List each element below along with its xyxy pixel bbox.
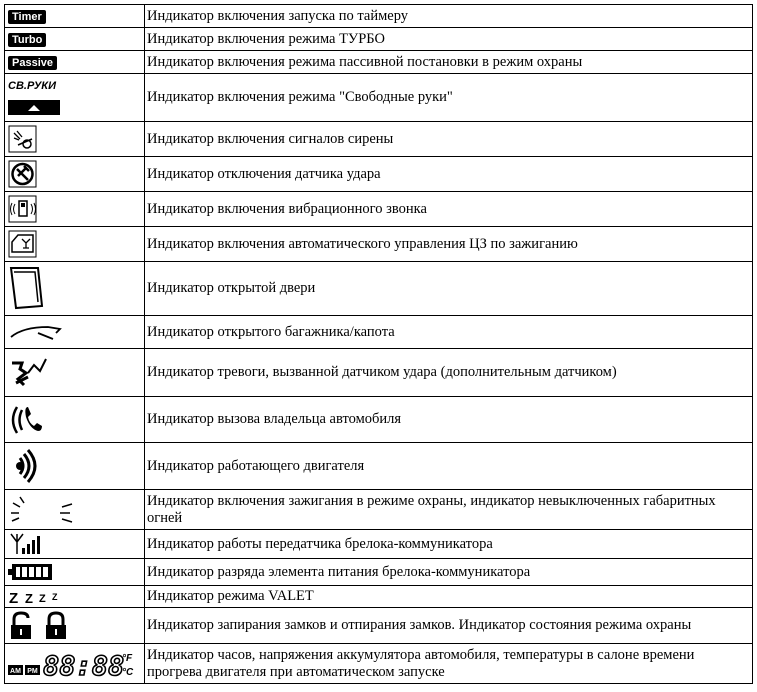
battery-icon — [8, 563, 54, 581]
celsius-label: °C — [122, 666, 134, 678]
up-arrow-icon — [8, 100, 60, 116]
hands-free-icon: СВ.РУКИ — [8, 79, 56, 92]
description-cell: Индикатор включения режима пассивной постановки в режим охраны — [145, 51, 753, 74]
description-cell: Индикатор включения зажигания в режиме охраны, индикатор невыключенных габаритных огней — [145, 490, 753, 530]
table-row — [5, 443, 753, 490]
am-label: AM — [10, 667, 21, 675]
table-row — [5, 28, 753, 51]
description-cell: Индикатор включения режима ТУРБО — [145, 28, 753, 51]
table-row — [5, 157, 753, 192]
table-row — [5, 608, 753, 644]
icon-cell — [5, 122, 145, 157]
svg-text:Z: Z — [25, 590, 33, 605]
icon-cell — [5, 530, 145, 559]
icon-cell — [5, 227, 145, 262]
icon-cell — [5, 644, 145, 684]
table-row — [5, 644, 753, 684]
ignition-lights-icon — [8, 493, 78, 527]
table-row — [5, 490, 753, 530]
description-cell: Индикатор открытой двери — [145, 262, 753, 316]
description-cell: Индикатор включения режима "Свободные руки" — [145, 74, 753, 122]
description-cell: Индикатор часов, напряжения аккумулятора автомобиля, температуры в салоне времени прогрева двигателя при автоматическом запуске — [145, 644, 753, 684]
transmitter-signal-icon — [8, 532, 44, 556]
table-row — [5, 530, 753, 559]
description-cell: Индикатор открытого багажника/капота — [145, 316, 753, 349]
icon-cell — [5, 559, 145, 586]
description-cell: Индикатор отключения датчика удара — [145, 157, 753, 192]
description-cell: Индикатор включения автоматического управления ЦЗ по зажиганию — [145, 227, 753, 262]
table-row — [5, 227, 753, 262]
table-row — [5, 316, 753, 349]
turbo-badge-icon: Turbo — [8, 33, 46, 47]
central-lock-auto-icon — [8, 230, 38, 258]
icon-cell — [5, 349, 145, 397]
icon-cell — [5, 262, 145, 316]
table-row — [5, 192, 753, 227]
clock-digits: 88:88 — [43, 650, 125, 680]
table-row — [5, 349, 753, 397]
pm-label: PM — [27, 667, 38, 675]
icon-cell — [5, 28, 145, 51]
description-cell: Индикатор тревоги, вызванной датчиком удара (дополнительным датчиком) — [145, 349, 753, 397]
passive-badge-icon: Passive — [8, 56, 57, 70]
table-row — [5, 397, 753, 443]
table-row — [5, 5, 753, 28]
description-cell: Индикатор включения сигналов сирены — [145, 122, 753, 157]
door-open-icon — [8, 266, 48, 312]
lock-unlock-icon — [8, 611, 72, 641]
table-row — [5, 559, 753, 586]
valet-zzz-icon — [8, 589, 64, 605]
icon-cell — [5, 157, 145, 192]
icon-cell — [5, 490, 145, 530]
table-row — [5, 262, 753, 316]
table-row — [5, 74, 753, 122]
description-cell: Индикатор включения вибрационного звонка — [145, 192, 753, 227]
icon-cell — [5, 192, 145, 227]
svg-text:Z: Z — [9, 589, 19, 605]
timer-badge-icon: Timer — [8, 10, 46, 24]
vibration-icon — [8, 195, 38, 223]
icon-cell — [5, 608, 145, 644]
description-cell: Индикатор вызова владельца автомобиля — [145, 397, 753, 443]
description-cell: Индикатор режима VALET — [145, 586, 753, 608]
table-row — [5, 51, 753, 74]
icon-cell — [5, 443, 145, 490]
description-cell: Индикатор включения запуска по таймеру — [145, 5, 753, 28]
shock-sensor-off-icon — [8, 160, 38, 188]
icon-cell — [5, 586, 145, 608]
table-row — [5, 122, 753, 157]
icon-cell — [5, 316, 145, 349]
trunk-hood-open-icon — [8, 321, 68, 343]
indicator-table — [4, 4, 753, 684]
icon-cell — [5, 397, 145, 443]
fahrenheit-label: °F — [122, 652, 133, 664]
table-row — [5, 586, 753, 608]
svg-text:Z: Z — [52, 591, 58, 602]
shock-alarm-icon — [8, 353, 64, 393]
description-cell: Индикатор запирания замков и отпирания замков. Индикатор состояния режима охраны — [145, 608, 753, 644]
siren-icon — [8, 125, 38, 153]
engine-running-icon — [8, 446, 48, 486]
svg-text:Z: Z — [39, 592, 46, 605]
icon-cell — [5, 74, 145, 122]
description-cell: Индикатор работающего двигателя — [145, 443, 753, 490]
description-cell: Индикатор работы передатчика брелока-коммуникатора — [145, 530, 753, 559]
owner-call-icon — [8, 401, 48, 439]
description-cell: Индикатор разряда элемента питания брелока-коммуникатора — [145, 559, 753, 586]
icon-cell — [5, 5, 145, 28]
clock-display-icon — [8, 648, 138, 680]
icon-cell — [5, 51, 145, 74]
